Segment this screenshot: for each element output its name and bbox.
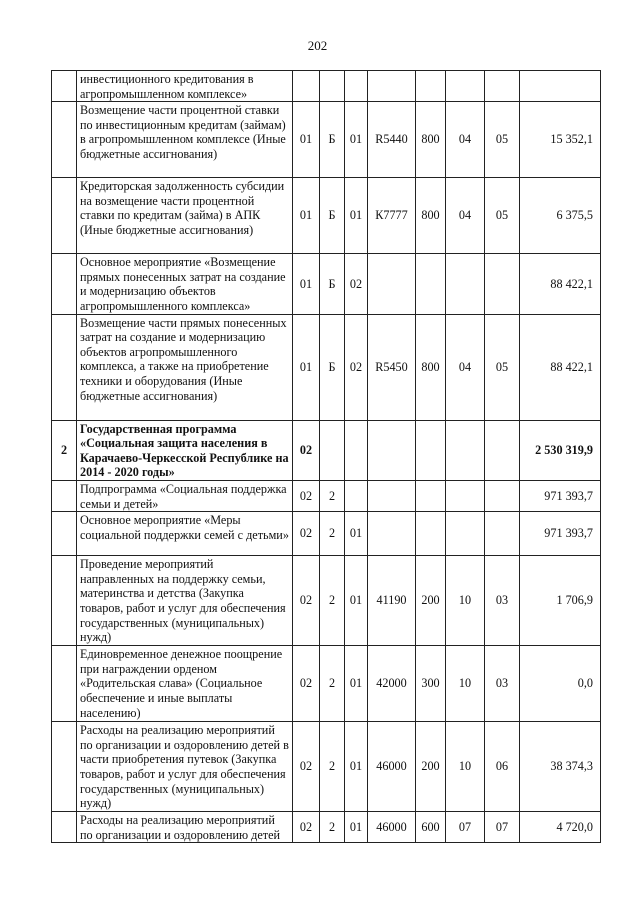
program-code-cell: 02 — [293, 722, 320, 812]
description-cell: Основное мероприятие «Меры социальной поддержки семей с детьми» — [77, 512, 293, 556]
expense-direction-cell: 42000 — [368, 646, 416, 722]
description-cell: Государственная программа «Социальная защита населения в Карачаево-Черкесской Республике на 2014 - 2020 годы» — [77, 420, 293, 480]
description-cell: Основное мероприятие «Возмещение прямых понесенных затрат на создание и модернизацию объектов агропромышленного комплекса» — [77, 254, 293, 314]
row-number-cell — [52, 314, 77, 420]
subprogram-code-cell: 2 — [320, 646, 345, 722]
table-row — [52, 314, 601, 420]
amount-cell: 38 374,3 — [520, 722, 601, 812]
subprogram-code-cell: 2 — [320, 556, 345, 646]
section-cell: 10 — [446, 722, 485, 812]
description-cell: Расходы на реализацию мероприятий по организации и оздоровлению детей в части приобретения путевок (Закупка товаров, работ и услуг для обеспечения государственных (муниципальных) нужд) — [77, 722, 293, 812]
row-number-cell — [52, 646, 77, 722]
table-row — [52, 512, 601, 556]
section-cell: 07 — [446, 812, 485, 843]
subsection-cell: 05 — [485, 314, 520, 420]
subsection-cell: 03 — [485, 646, 520, 722]
budget-table — [51, 70, 601, 843]
section-cell — [446, 512, 485, 556]
description-cell: Проведение мероприятий направленных на поддержку семьи, материнства и детства (Закупка товаров, работ и услуг для обеспечения государственных (муниципальных) нужд) — [77, 556, 293, 646]
subprogram-code-cell: 2 — [320, 722, 345, 812]
amount-cell — [520, 71, 601, 102]
subsection-cell: 06 — [485, 722, 520, 812]
subprogram-code-cell: 2 — [320, 512, 345, 556]
event-code-cell — [345, 71, 368, 102]
subsection-cell: 03 — [485, 556, 520, 646]
subprogram-code-cell: Б — [320, 314, 345, 420]
amount-cell: 4 720,0 — [520, 812, 601, 843]
expense-type-cell — [416, 512, 446, 556]
expense-type-cell: 300 — [416, 646, 446, 722]
expense-direction-cell: R5440 — [368, 102, 416, 178]
row-number-cell — [52, 556, 77, 646]
section-cell — [446, 254, 485, 314]
expense-direction-cell — [368, 480, 416, 511]
page-number: 202 — [307, 38, 328, 53]
table-row — [52, 722, 601, 812]
section-cell — [446, 71, 485, 102]
event-code-cell: 01 — [345, 812, 368, 843]
table-row — [52, 71, 601, 102]
amount-cell: 15 352,1 — [520, 102, 601, 178]
table-row — [52, 812, 601, 843]
subsection-cell: 05 — [485, 102, 520, 178]
row-number-cell — [52, 812, 77, 843]
section-cell: 10 — [446, 646, 485, 722]
subsection-cell — [485, 254, 520, 314]
section-cell: 04 — [446, 314, 485, 420]
subsection-cell: 05 — [485, 178, 520, 254]
event-code-cell: 01 — [345, 102, 368, 178]
description-cell: инвестиционного кредитования в агропромышленном комплексе» — [77, 71, 293, 102]
row-number-cell — [52, 480, 77, 511]
expense-direction-cell: К7777 — [368, 178, 416, 254]
table-row — [52, 480, 601, 511]
expense-direction-cell: 46000 — [368, 812, 416, 843]
row-number-cell — [52, 71, 77, 102]
expense-direction-cell — [368, 254, 416, 314]
section-cell: 04 — [446, 178, 485, 254]
expense-direction-cell: 41190 — [368, 556, 416, 646]
expense-type-cell: 200 — [416, 722, 446, 812]
expense-direction-cell — [368, 71, 416, 102]
expense-direction-cell — [368, 420, 416, 480]
row-number-cell — [52, 512, 77, 556]
amount-cell: 2 530 319,9 — [520, 420, 601, 480]
section-cell: 04 — [446, 102, 485, 178]
expense-type-cell: 800 — [416, 102, 446, 178]
amount-cell: 0,0 — [520, 646, 601, 722]
subprogram-code-cell: 2 — [320, 812, 345, 843]
expense-type-cell: 200 — [416, 556, 446, 646]
subprogram-code-cell — [320, 420, 345, 480]
table-row — [52, 178, 601, 254]
expense-direction-cell — [368, 512, 416, 556]
program-code-cell: 02 — [293, 480, 320, 511]
section-cell — [446, 480, 485, 511]
program-code-cell: 01 — [293, 178, 320, 254]
description-cell: Подпрограмма «Социальная поддержка семьи и детей» — [77, 480, 293, 511]
table-row — [52, 254, 601, 314]
subprogram-code-cell: 2 — [320, 480, 345, 511]
section-cell: 10 — [446, 556, 485, 646]
subprogram-code-cell: Б — [320, 254, 345, 314]
expense-type-cell — [416, 420, 446, 480]
amount-cell: 971 393,7 — [520, 512, 601, 556]
event-code-cell: 01 — [345, 646, 368, 722]
table-row — [52, 646, 601, 722]
subsection-cell — [485, 480, 520, 511]
description-cell: Возмещение части прямых понесенных затрат на создание и модернизацию объектов агропромышленного комплекса, а также на приобретение техники и оборудования (Иные бюджетные ассигнования) — [77, 314, 293, 420]
event-code-cell: 01 — [345, 556, 368, 646]
description-cell: Возмещение части процентной ставки по инвестиционным кредитам (займам) в агропромышленном комплексе (Иные бюджетные ассигнования) — [77, 102, 293, 178]
row-number-cell — [52, 254, 77, 314]
amount-cell: 6 375,5 — [520, 178, 601, 254]
description-cell: Кредиторская задолженность субсидии на возмещение части процентной ставки по кредитам (займа) в АПК (Иные бюджетные ассигнования) — [77, 178, 293, 254]
event-code-cell: 02 — [345, 254, 368, 314]
expense-type-cell: 800 — [416, 314, 446, 420]
subsection-cell — [485, 420, 520, 480]
amount-cell: 88 422,1 — [520, 254, 601, 314]
subprogram-code-cell: Б — [320, 178, 345, 254]
event-code-cell — [345, 480, 368, 511]
event-code-cell: 02 — [345, 314, 368, 420]
expense-type-cell — [416, 71, 446, 102]
program-code-cell — [293, 71, 320, 102]
row-number-cell: 2 — [52, 420, 77, 480]
row-number-cell — [52, 722, 77, 812]
section-cell — [446, 420, 485, 480]
event-code-cell — [345, 420, 368, 480]
expense-type-cell — [416, 254, 446, 314]
expense-direction-cell: 46000 — [368, 722, 416, 812]
program-code-cell: 02 — [293, 420, 320, 480]
subprogram-code-cell — [320, 71, 345, 102]
row-number-cell — [52, 178, 77, 254]
table-row — [52, 556, 601, 646]
description-cell: Расходы на реализацию мероприятий по организации и оздоровлению детей — [77, 812, 293, 843]
program-code-cell: 02 — [293, 812, 320, 843]
event-code-cell: 01 — [345, 512, 368, 556]
event-code-cell: 01 — [345, 178, 368, 254]
expense-type-cell: 600 — [416, 812, 446, 843]
program-code-cell: 01 — [293, 254, 320, 314]
subprogram-code-cell: Б — [320, 102, 345, 178]
event-code-cell: 01 — [345, 722, 368, 812]
table-row — [52, 102, 601, 178]
amount-cell: 1 706,9 — [520, 556, 601, 646]
subsection-cell: 07 — [485, 812, 520, 843]
program-code-cell: 01 — [293, 102, 320, 178]
row-number-cell — [52, 102, 77, 178]
amount-cell: 88 422,1 — [520, 314, 601, 420]
program-code-cell: 01 — [293, 314, 320, 420]
expense-type-cell: 800 — [416, 178, 446, 254]
subsection-cell — [485, 71, 520, 102]
description-cell: Единовременное денежное поощрение при награждении орденом «Родительская слава» (Социальное обеспечение и иные выплаты населению) — [77, 646, 293, 722]
expense-type-cell — [416, 480, 446, 511]
program-code-cell: 02 — [293, 512, 320, 556]
amount-cell: 971 393,7 — [520, 480, 601, 511]
table-row — [52, 420, 601, 480]
program-code-cell: 02 — [293, 646, 320, 722]
subsection-cell — [485, 512, 520, 556]
program-code-cell: 02 — [293, 556, 320, 646]
expense-direction-cell: R5450 — [368, 314, 416, 420]
